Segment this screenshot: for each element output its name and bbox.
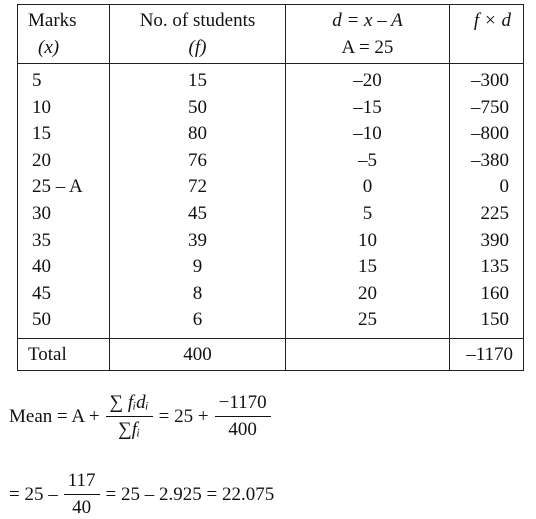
- cell-marks: 15: [18, 121, 110, 148]
- cell-students: 8: [110, 281, 286, 308]
- value-denominator: 400: [228, 419, 257, 440]
- cell-students: 39: [110, 228, 286, 255]
- mean-mid: = 25 +: [158, 405, 209, 427]
- table-row: [18, 307, 524, 338]
- table-row: [18, 228, 524, 255]
- cell-product: –800: [450, 121, 524, 148]
- cell-marks: 40: [18, 254, 110, 281]
- table-row: [18, 95, 524, 122]
- cell-marks: 10: [18, 95, 110, 122]
- cell-product: 225: [450, 201, 524, 228]
- cell-deviation: –5: [286, 148, 450, 175]
- table-row: [18, 174, 524, 201]
- cell-product: 150: [450, 307, 524, 338]
- cell-students: 50: [110, 95, 286, 122]
- table-row: [18, 281, 524, 308]
- header-product: [450, 5, 524, 64]
- cell-students: 72: [110, 174, 286, 201]
- cell-product: –380: [450, 148, 524, 175]
- cell-deviation: 0: [286, 174, 450, 201]
- table-row: [18, 121, 524, 148]
- cell-students: 6: [110, 307, 286, 338]
- frequency-table-container: [17, 4, 523, 371]
- cell-marks: 35: [18, 228, 110, 255]
- header-students-symbol: (f): [188, 37, 207, 58]
- mean-formula-line1: [9, 392, 277, 441]
- header-product-formula: f × d: [473, 10, 511, 31]
- cell-deviation: 10: [286, 228, 450, 255]
- mean-lhs: Mean = A +: [9, 405, 100, 427]
- cell-deviation: 5: [286, 201, 450, 228]
- total-product: –1170: [450, 338, 524, 370]
- cell-product: 390: [450, 228, 524, 255]
- mean-fraction-values: [215, 392, 271, 441]
- frequency-table: [17, 4, 524, 371]
- header-marks-symbol: (x): [38, 37, 60, 58]
- cell-marks: 5: [18, 64, 110, 95]
- cell-deviation: –10: [286, 121, 450, 148]
- cell-students: 76: [110, 148, 286, 175]
- cell-product: 135: [450, 254, 524, 281]
- sum-fd-numerator: ∑ fᵢdᵢ: [109, 392, 149, 413]
- header-students: [110, 5, 286, 64]
- cell-product: 160: [450, 281, 524, 308]
- header-marks: [18, 5, 110, 64]
- cell-product: 0: [450, 174, 524, 201]
- cell-marks: 50: [18, 307, 110, 338]
- fraction-bar: [215, 416, 271, 417]
- table-row: [18, 201, 524, 228]
- value-numerator: −1170: [218, 392, 267, 413]
- cell-deviation: –15: [286, 95, 450, 122]
- cell-students: 9: [110, 254, 286, 281]
- cell-students: 45: [110, 201, 286, 228]
- cell-marks: 45: [18, 281, 110, 308]
- cell-marks: 25 – A: [18, 174, 110, 201]
- mean-fraction-sum: [106, 392, 153, 441]
- table-row: [18, 64, 524, 95]
- header-marks-title: Marks: [28, 10, 77, 31]
- header-deviation-assumed-mean: A = 25: [341, 37, 394, 58]
- cell-deviation: 25: [286, 307, 450, 338]
- step-result: = 25 – 2.925 = 22.075: [105, 483, 275, 505]
- cell-marks: 20: [18, 148, 110, 175]
- step-numerator: 117: [67, 470, 96, 491]
- total-students: 400: [110, 338, 286, 370]
- cell-students: 15: [110, 64, 286, 95]
- cell-students: 80: [110, 121, 286, 148]
- total-label: Total: [18, 338, 110, 370]
- fraction-bar: [64, 494, 100, 495]
- mean-formula-line2: [9, 470, 274, 519]
- header-deviation-formula: d = x – A: [332, 10, 403, 31]
- fraction-bar: [106, 416, 153, 417]
- cell-marks: 30: [18, 201, 110, 228]
- table-body: [18, 64, 524, 339]
- total-deviation: [286, 338, 450, 370]
- table-row: [18, 148, 524, 175]
- header-students-title: No. of students: [139, 10, 256, 31]
- cell-deviation: 15: [286, 254, 450, 281]
- cell-deviation: 20: [286, 281, 450, 308]
- header-row: [18, 5, 524, 64]
- header-deviation: [286, 5, 450, 64]
- cell-deviation: –20: [286, 64, 450, 95]
- cell-product: –300: [450, 64, 524, 95]
- step-denominator: 40: [72, 497, 92, 518]
- table-row: [18, 254, 524, 281]
- step-fraction: [64, 470, 100, 519]
- sum-f-denominator: ∑fᵢ: [118, 419, 141, 440]
- total-row: [18, 338, 524, 370]
- cell-product: –750: [450, 95, 524, 122]
- step-lhs: = 25 –: [9, 483, 58, 505]
